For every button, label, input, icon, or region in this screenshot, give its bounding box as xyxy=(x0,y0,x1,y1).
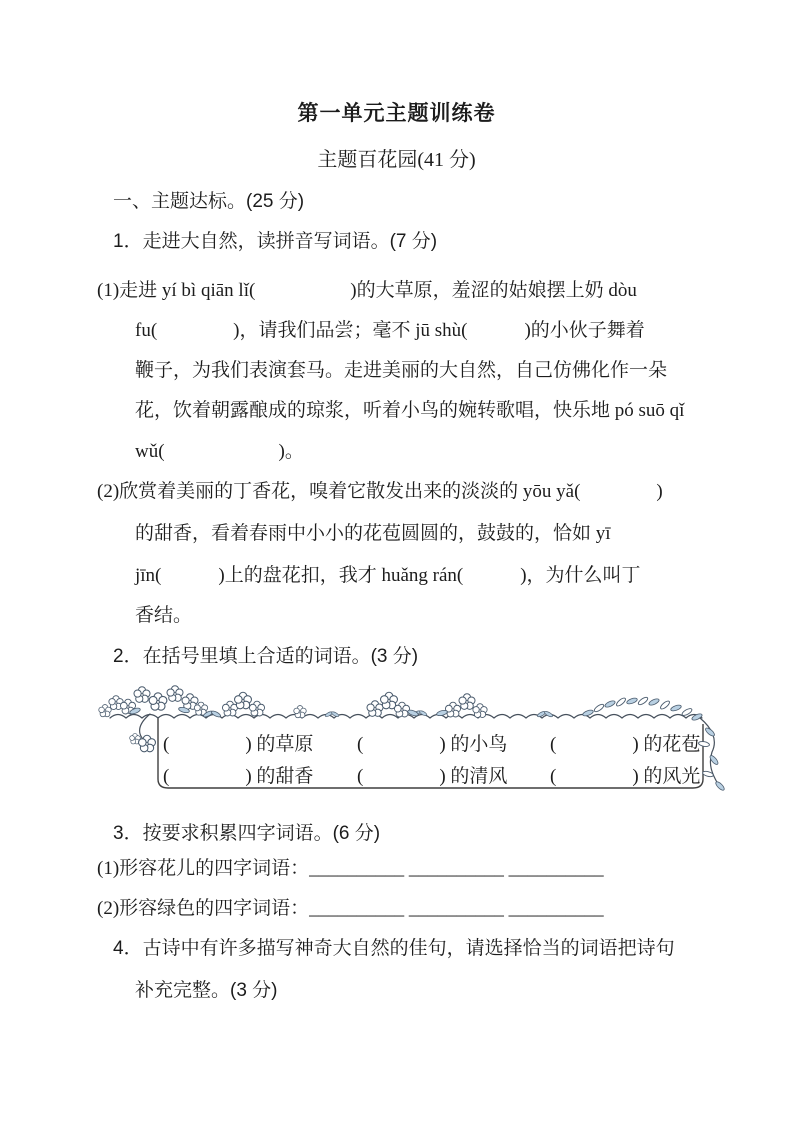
q1-part1-line: 鞭子，为我们表演套马。走进美丽的大自然，自己仿佛化作一朵 xyxy=(135,360,668,381)
leaf-icon xyxy=(626,697,638,705)
q1-part1-line: fu( )，请我们品尝；毫不 jū shù( )的小伙子舞着 xyxy=(135,320,645,341)
flower-icon xyxy=(167,686,183,702)
q1-heading: 1．走进大自然，读拼音写词语。(7 分) xyxy=(113,231,438,252)
q3-blank-line: (1)形容花儿的四字词语：__________ __________ __________ xyxy=(97,858,604,879)
leaf-icon xyxy=(615,697,626,708)
word-box-cell: ( ) 的小鸟 xyxy=(357,734,508,755)
q1-part2-line: 的甜香，看着春雨中小小的花苞圆圆的，鼓鼓的，恰如 yī xyxy=(135,523,611,544)
leaf-icon xyxy=(593,703,605,713)
flower-icon xyxy=(235,692,252,709)
word-box-cell: ( ) 的清风 xyxy=(357,766,508,787)
word-box-cell: ( ) 的草原 xyxy=(163,734,314,755)
leaf-icon xyxy=(670,704,682,712)
flower-icon xyxy=(222,701,237,716)
section-1-heading: 一、主题达标。(25 分) xyxy=(113,191,305,212)
flower-icon xyxy=(139,735,156,752)
leaf-icon xyxy=(537,710,554,717)
q1-part2-line: jīn( )上的盘花扣，我才 huǎng rán( )，为什么叫丁 xyxy=(135,565,641,586)
q4-heading-line: 4．古诗中有许多描写神奇大自然的佳句，请选择恰当的词语把诗句 xyxy=(113,938,675,959)
flower-icon xyxy=(249,701,264,716)
word-box-cell: ( ) 的甜香 xyxy=(163,766,314,787)
q4-heading-line: 补充完整。(3 分) xyxy=(135,980,278,1001)
leaf-icon xyxy=(648,698,660,707)
q1-part2-line: (2)欣赏着美丽的丁香花，嗅着它散发出来的淡淡的 yōu yǎ( ) xyxy=(97,481,663,502)
leaf-icon xyxy=(637,696,649,706)
flower-icon xyxy=(394,702,409,717)
flower-icon xyxy=(149,693,167,710)
flower-icon xyxy=(473,704,487,718)
flower-icon xyxy=(459,694,475,710)
q1-part1-line: wǔ( )。 xyxy=(135,441,304,462)
q1-part1-line: 花，饮着朝露酿成的琼浆，听着小鸟的婉转歌唱，快乐地 pó suō qǐ xyxy=(135,400,685,421)
leaf-icon xyxy=(691,713,703,722)
q1-part2-line: 香结。 xyxy=(135,605,193,626)
leaf-icon xyxy=(407,709,419,717)
flower-icon xyxy=(134,687,150,703)
flower-icon xyxy=(99,705,111,717)
flower-icon xyxy=(445,702,460,717)
page-subtitle: 主题百花园(41 分) xyxy=(317,149,476,171)
leaf-icon xyxy=(714,780,725,791)
word-box-cell: ( ) 的花苞 xyxy=(550,734,701,755)
leaf-icon xyxy=(436,709,448,716)
leaf-icon xyxy=(604,700,616,709)
flower-icon xyxy=(294,706,306,718)
page-title: 第一单元主题训练卷 xyxy=(297,102,496,125)
q3-heading: 3．按要求积累四字词语。(6 分) xyxy=(113,823,381,844)
q1-part1-line: (1)走进 yí bì qiān lǐ( )的大草原，羞涩的姑娘摆上奶 dòu xyxy=(97,280,637,301)
flower-icon xyxy=(367,701,383,717)
word-box-cell: ( ) 的风光 xyxy=(550,766,701,787)
q3-blank-line: (2)形容绿色的四字词语：__________ __________ __________ xyxy=(97,898,604,919)
q2-heading: 2．在括号里填上合适的词语。(3 分) xyxy=(113,646,419,667)
leaf-icon xyxy=(659,700,670,711)
